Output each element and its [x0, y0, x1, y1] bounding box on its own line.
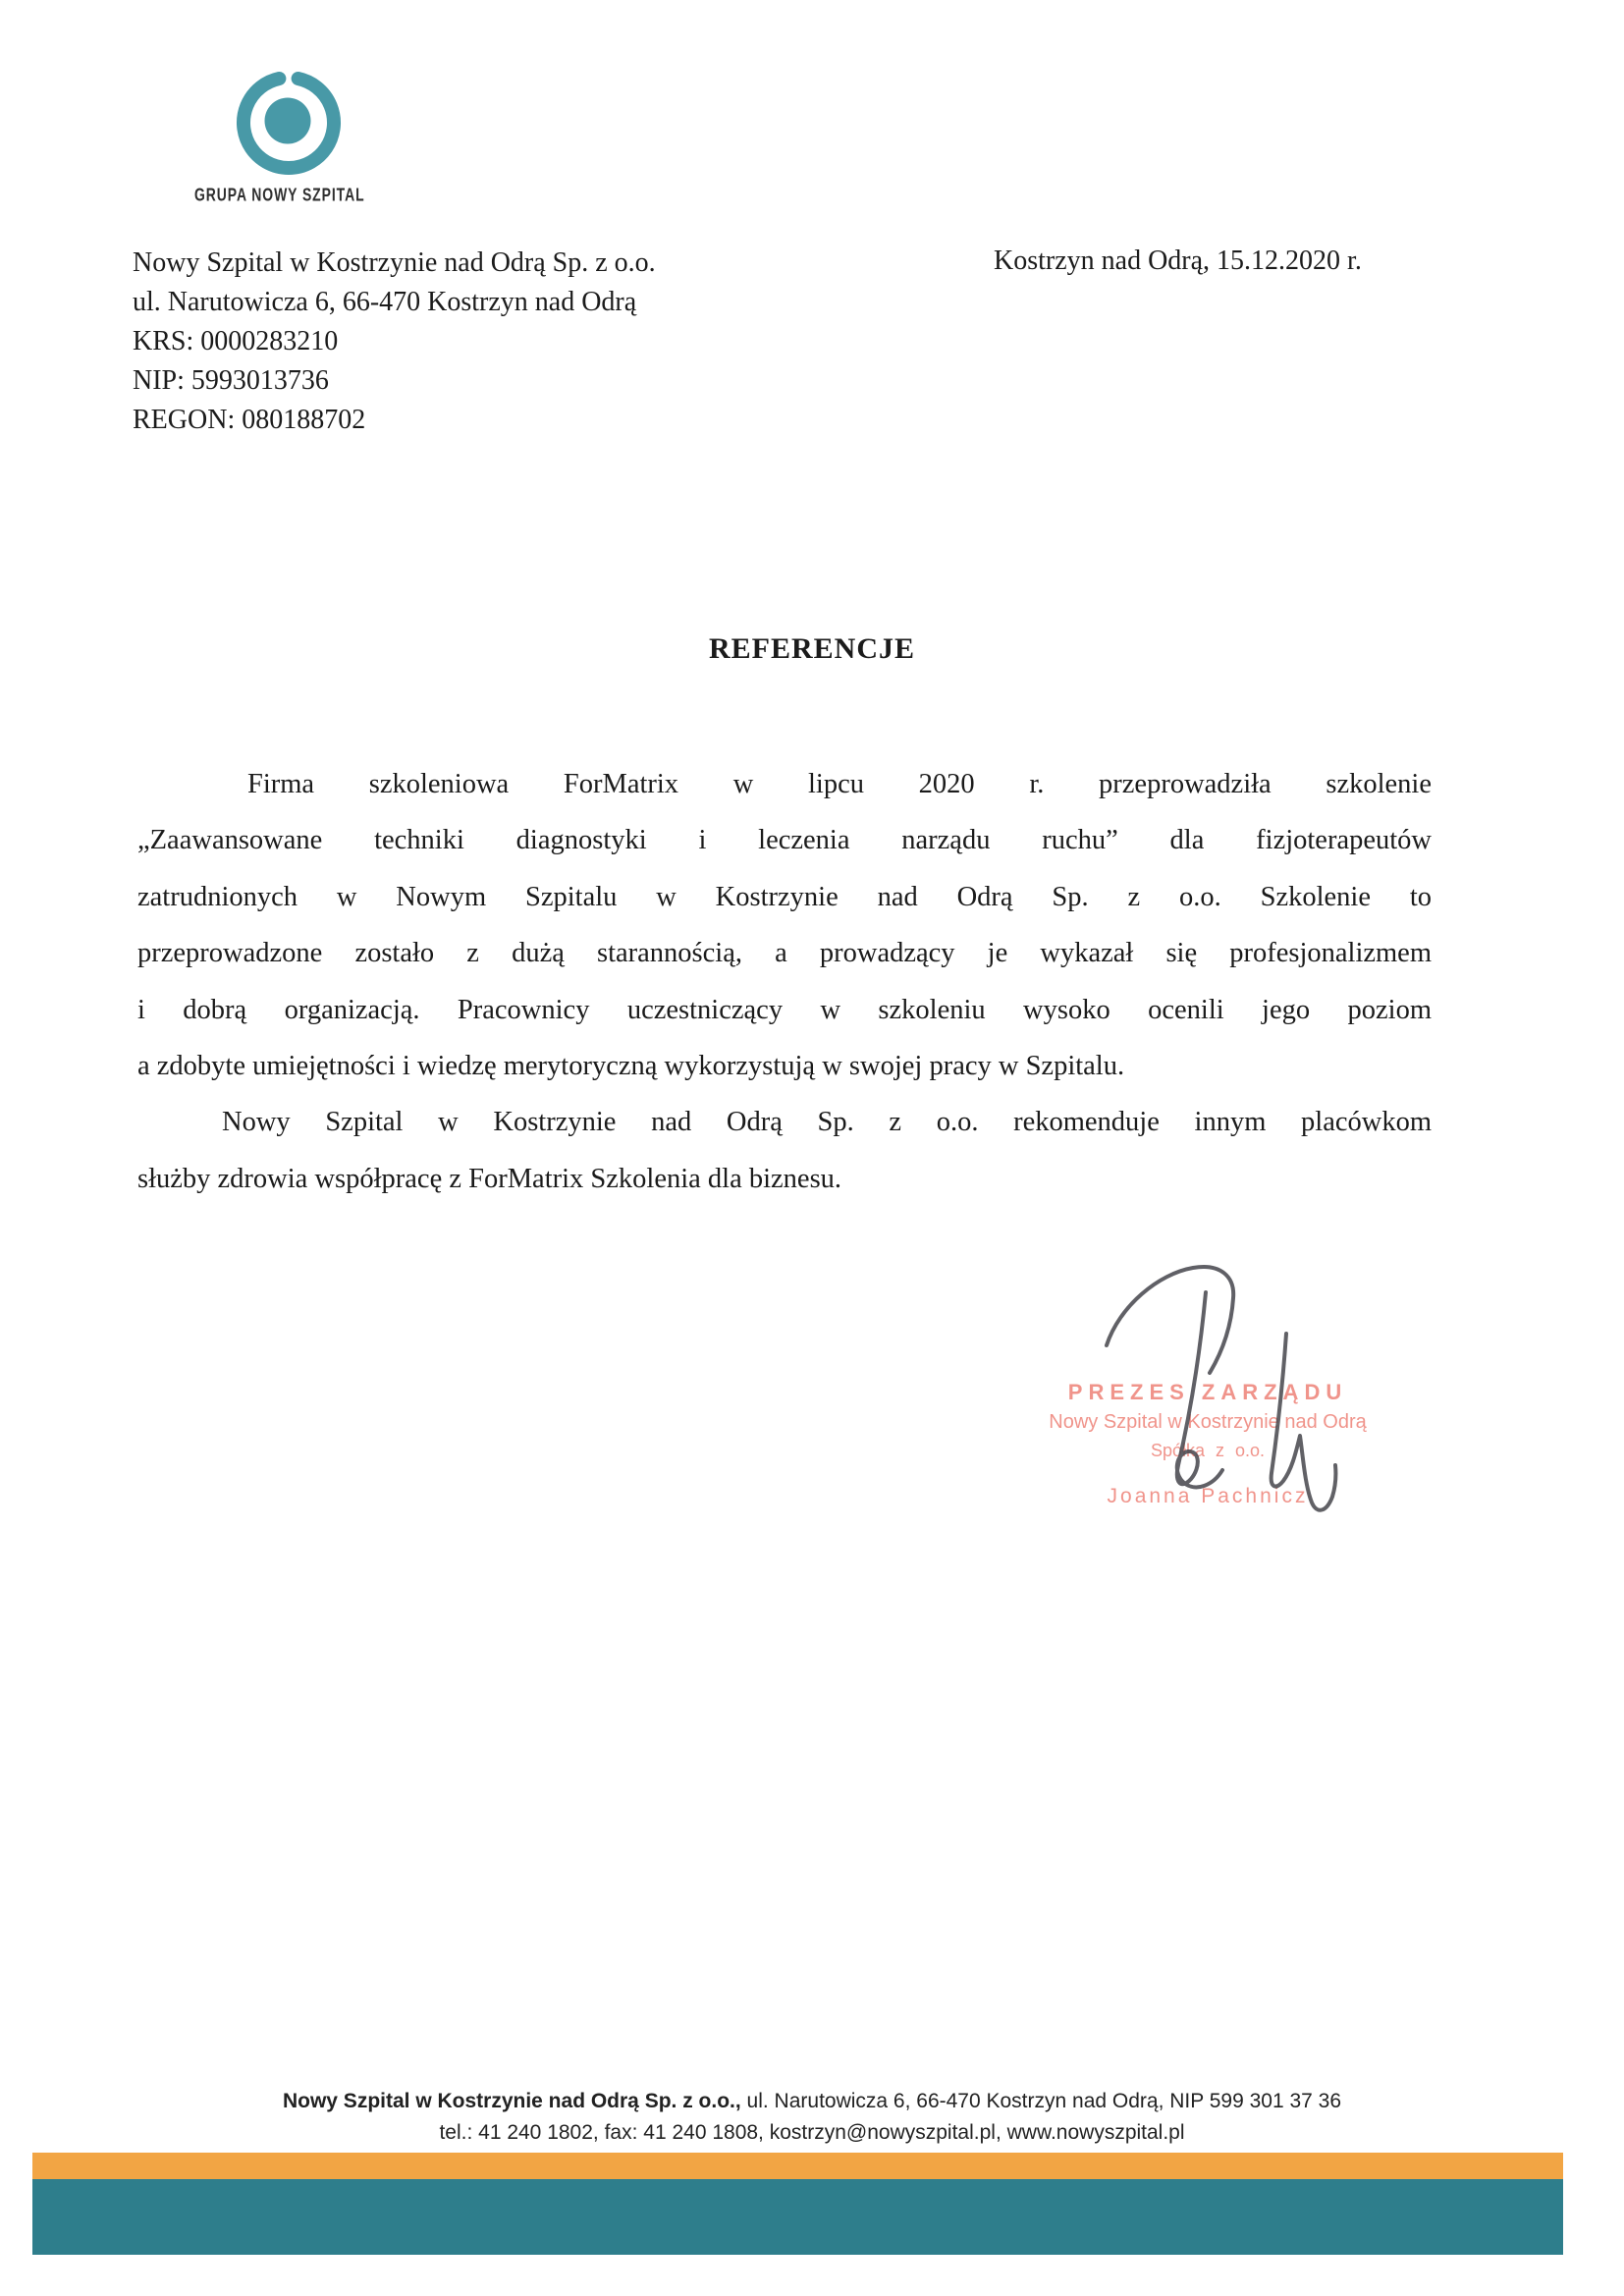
stamp-role: PREZES ZARZĄDU	[1067, 1380, 1348, 1404]
sender-regon: REGON: 080188702	[133, 405, 366, 435]
grupa-nowy-szpital-logo-icon	[232, 65, 348, 183]
sender-krs: KRS: 0000283210	[133, 326, 339, 356]
sender-address-block	[133, 244, 656, 440]
body-line: i dobrą organizacją. Pracownicy uczestniczący w szkoleniu wysoko ocenili jego poziom	[137, 994, 1432, 1025]
company-logo	[194, 65, 369, 212]
stamp-org-line1: Nowy Szpital w Kostrzynie nad Odrą	[1049, 1411, 1367, 1433]
footer-orange-bar	[32, 2153, 1563, 2179]
body-line: a zdobyte umiejętności i wiedzę merytoryczną wykorzystują w swojej pracy w Szpitalu.	[137, 1050, 1125, 1081]
handwritten-signature	[1060, 1247, 1375, 1552]
logo-caption: GRUPA NOWY SZPITAL	[194, 185, 365, 206]
sender-company: Nowy Szpital w Kostrzynie nad Odrą Sp. z o.o.	[133, 247, 656, 278]
sender-nip: NIP: 5993013736	[133, 365, 329, 396]
place-and-date: Kostrzyn nad Odrą, 15.12.2020 r.	[994, 246, 1362, 276]
body-line: zatrudnionych w Nowym Szpitalu w Kostrzynie nad Odrą Sp. z o.o. Szkolenie to	[137, 881, 1432, 912]
footer-address-line	[0, 2090, 1624, 2113]
letter-body	[137, 756, 1432, 1207]
stamp-signer-name: Joanna Pachnicz	[1107, 1485, 1309, 1507]
stamp-org-line2: Spółka z o.o.	[1150, 1441, 1266, 1460]
footer-address-rest: ul. Narutowicza 6, 66-470 Kostrzyn nad Odrą, NIP 599 301 37 36	[740, 2090, 1342, 2112]
body-line: „Zaawansowane techniki diagnostyki i leczenia narządu ruchu” dla fizjoterapeutów	[137, 825, 1432, 856]
sender-street: ul. Narutowicza 6, 66-470 Kostrzyn nad Odrą	[133, 287, 637, 317]
footer-company-name: Nowy Szpital w Kostrzynie nad Odrą Sp. z o.o.,	[282, 2090, 741, 2112]
body-line: przeprowadzone zostało z dużą starannością, a prowadzący je wykazał się profesjonalizmem	[137, 938, 1432, 969]
body-line: Nowy Szpital w Kostrzynie nad Odrą Sp. z o.o. rekomenduje innym placówkom	[222, 1107, 1432, 1138]
body-line: służby zdrowia współpracę z ForMatrix Szkolenia dla biznesu.	[137, 1163, 842, 1194]
footer-teal-bar	[32, 2179, 1563, 2255]
body-line: Firma szkoleniowa ForMatrix w lipcu 2020 r. przeprowadziła szkolenie	[247, 769, 1432, 799]
footer-contact-line: tel.: 41 240 1802, fax: 41 240 1808, kostrzyn@nowyszpital.pl, www.nowyszpital.pl	[439, 2121, 1185, 2144]
document-title: REFERENCJE	[708, 632, 916, 665]
